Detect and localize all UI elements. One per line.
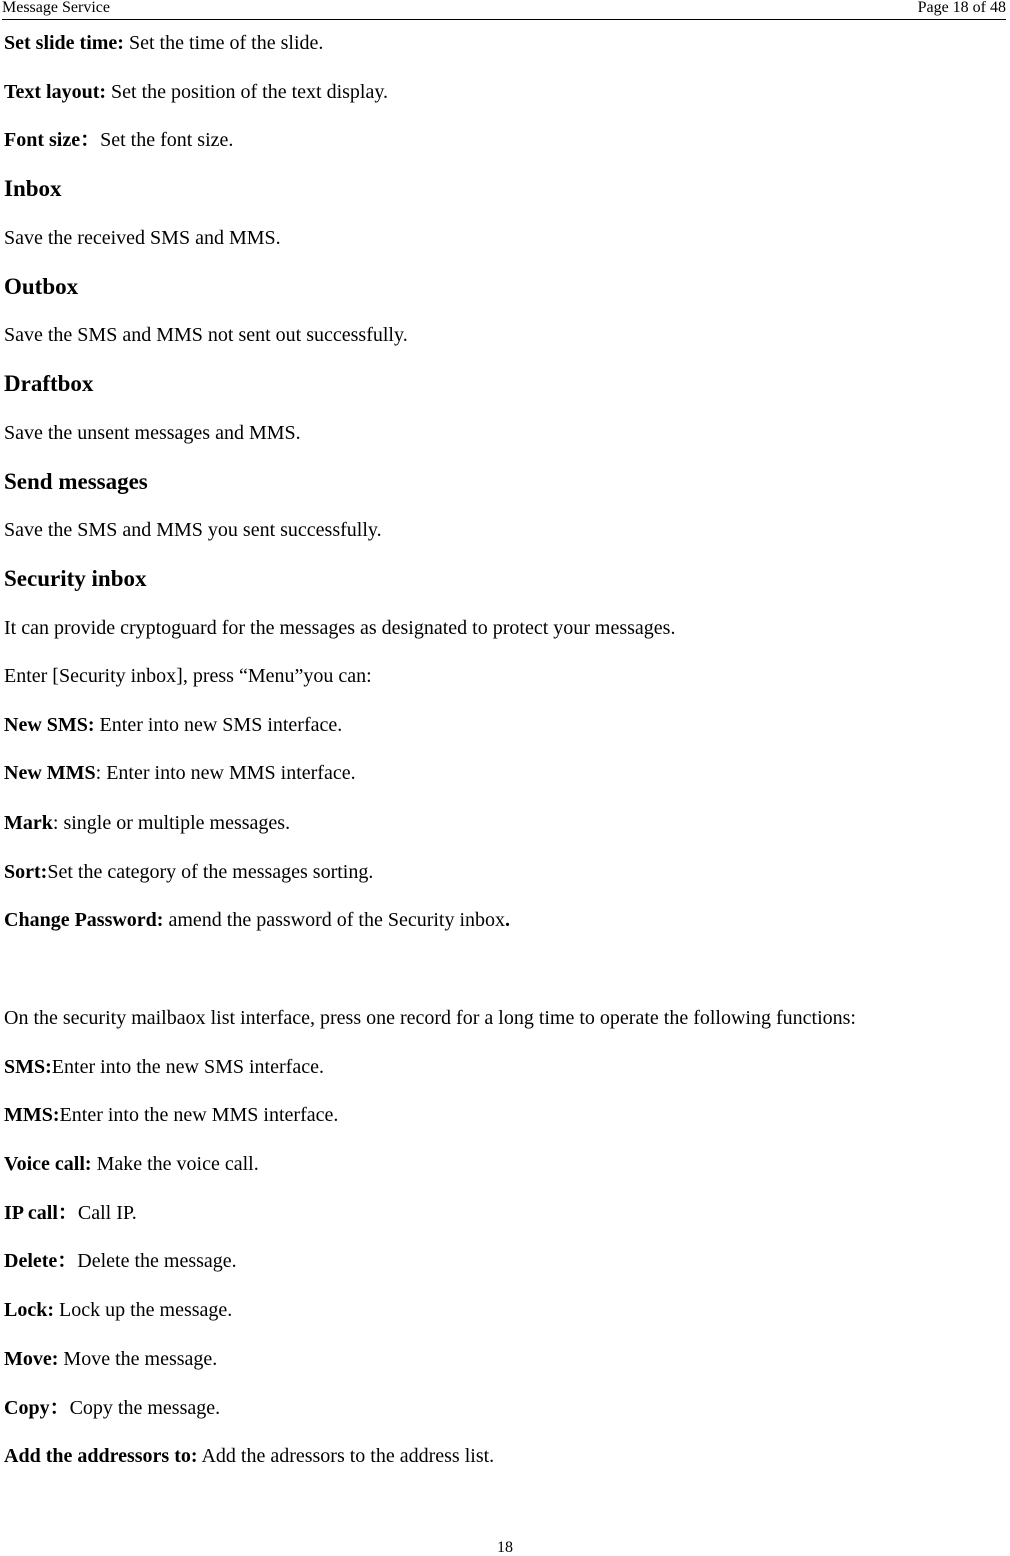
term: New MMS — [4, 762, 96, 784]
paragraph: On the security mailbaox list interface, press one record for a long time to operate the following functions: — [4, 1007, 856, 1029]
header-title: Message Service — [2, 0, 110, 16]
section-heading: Send messages — [4, 469, 148, 494]
desc: Move the message. — [58, 1348, 218, 1370]
term-tail: . — [505, 909, 511, 931]
term: MMS: — [4, 1104, 60, 1126]
paragraph: Enter [Security inbox], press “Menu”you can: — [4, 665, 372, 687]
desc: Lock up the message. — [54, 1299, 233, 1321]
desc: Set the category of the messages sorting. — [47, 861, 374, 883]
desc: Enter into the new SMS interface. — [51, 1056, 324, 1078]
paragraph — [4, 1153, 259, 1175]
section-heading: Security inbox — [4, 566, 147, 591]
paragraph — [4, 714, 342, 736]
desc: Set the position of the text display. — [106, 81, 389, 103]
section-heading: Draftbox — [4, 371, 94, 396]
term: Font size： — [4, 129, 101, 151]
term: New SMS: — [4, 714, 95, 736]
term: Mark — [4, 812, 53, 834]
section-heading: Inbox — [4, 176, 62, 201]
paragraph — [4, 1056, 324, 1078]
desc: Set the time of the slide. — [123, 32, 324, 54]
paragraph — [4, 32, 323, 54]
desc: Call IP. — [77, 1202, 137, 1224]
term: Copy： — [4, 1397, 70, 1419]
term: Add the addressors to: — [4, 1445, 198, 1467]
desc: Make the voice call. — [91, 1153, 259, 1175]
desc: Enter into the new MMS interface. — [59, 1104, 339, 1126]
term: Text layout: — [4, 81, 107, 103]
term: Change Password: — [4, 909, 164, 931]
paragraph — [4, 909, 510, 931]
term: Voice call: — [4, 1153, 92, 1175]
paragraph — [4, 81, 388, 103]
paragraph — [4, 812, 290, 834]
paragraph: Save the SMS and MMS not sent out successfully. — [4, 324, 408, 346]
paragraph — [4, 1250, 237, 1272]
desc: Copy the message. — [69, 1397, 221, 1419]
desc: Set the font size. — [100, 129, 234, 151]
term: IP call： — [4, 1202, 78, 1224]
page-number: 18 — [497, 1539, 513, 1556]
term: Move: — [4, 1348, 59, 1370]
desc: Add the adressors to the address list. — [197, 1445, 495, 1467]
paragraph — [4, 129, 233, 151]
paragraph — [4, 1348, 217, 1370]
paragraph — [4, 861, 373, 883]
desc: amend the password of the Security inbox — [163, 909, 506, 931]
paragraph: Save the unsent messages and MMS. — [4, 422, 301, 444]
term: Lock: — [4, 1299, 54, 1321]
paragraph — [4, 1445, 494, 1467]
paragraph: Save the SMS and MMS you sent successfully. — [4, 519, 382, 541]
term: Set slide time: — [4, 32, 124, 54]
header-page-count: Page 18 of 48 — [917, 0, 1006, 16]
section-heading: Outbox — [4, 274, 79, 299]
paragraph — [4, 1299, 232, 1321]
desc: : Enter into new MMS interface. — [95, 762, 356, 784]
paragraph — [4, 1397, 220, 1419]
paragraph — [4, 1104, 338, 1126]
desc: Delete the message. — [77, 1250, 237, 1272]
paragraph: It can provide cryptoguard for the messages as designated to protect your messages. — [4, 617, 676, 639]
term: SMS: — [4, 1056, 52, 1078]
page-header — [2, 0, 1006, 20]
paragraph: Save the received SMS and MMS. — [4, 227, 281, 249]
paragraph — [4, 762, 356, 784]
desc: : single or multiple messages. — [52, 812, 291, 834]
term: Delete： — [4, 1250, 78, 1272]
term: Sort: — [4, 861, 48, 883]
paragraph — [4, 1202, 137, 1224]
desc: Enter into new SMS interface. — [94, 714, 343, 736]
